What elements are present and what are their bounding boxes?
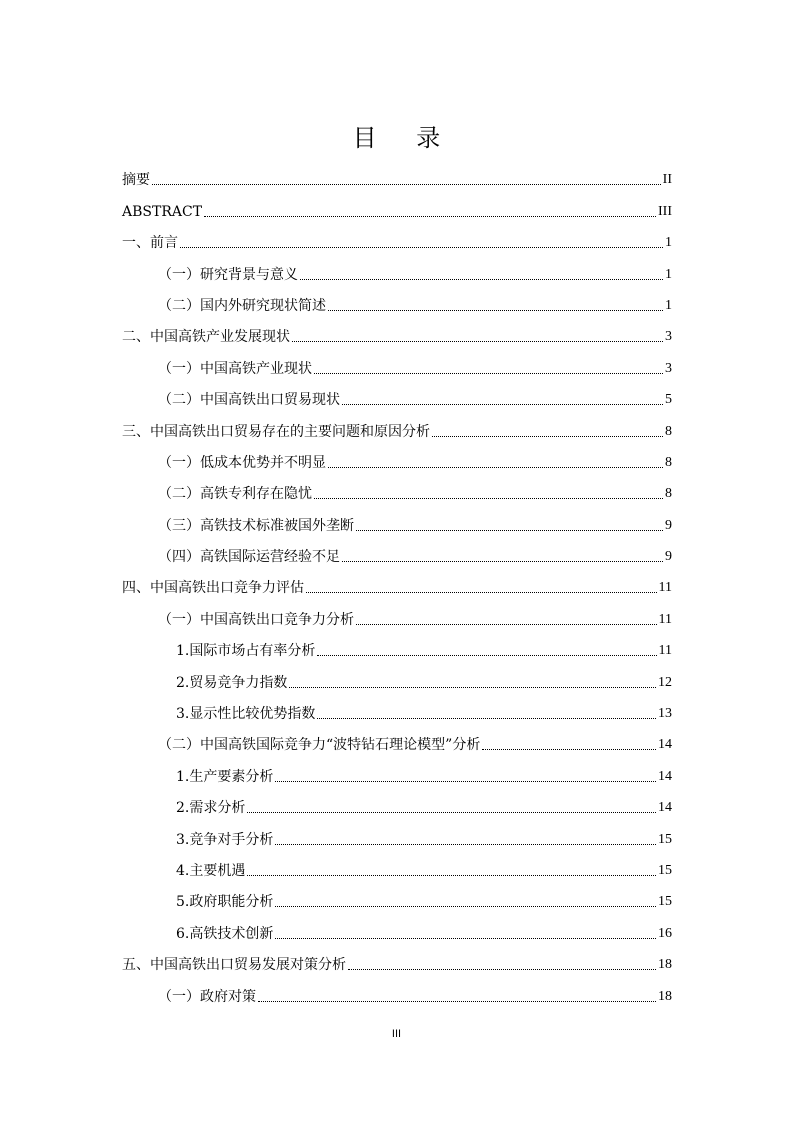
toc-entry-page: III: [658, 203, 672, 219]
toc-entry[interactable]: [122, 380, 672, 411]
toc-entry[interactable]: [122, 348, 672, 379]
dot-leader: [247, 875, 656, 876]
toc-entry-title: 一、前言: [122, 235, 178, 252]
table-of-contents: [122, 160, 672, 1008]
dot-leader: [292, 341, 663, 342]
toc-entry-page: 1: [665, 235, 672, 251]
toc-entry[interactable]: [122, 725, 672, 756]
toc-entry-page: 15: [658, 862, 672, 878]
dot-leader: [204, 216, 656, 217]
toc-entry[interactable]: [122, 443, 672, 474]
dot-leader: [342, 561, 663, 562]
dot-leader: [289, 687, 656, 688]
toc-entry-title: （二）中国高铁国际竞争力“波特钻石理论模型”分析: [158, 737, 481, 754]
dot-leader: [306, 592, 657, 593]
dot-leader: [317, 718, 656, 719]
toc-entry[interactable]: [122, 913, 672, 944]
toc-entry-page: 15: [658, 831, 672, 847]
toc-entry[interactable]: [122, 160, 672, 191]
toc-entry-page: 18: [658, 988, 672, 1004]
toc-entry[interactable]: [122, 976, 672, 1007]
dot-leader: [342, 404, 663, 405]
toc-entry-title: 三、中国高铁出口贸易存在的主要问题和原因分析: [122, 423, 430, 440]
toc-entry-page: 3: [665, 360, 672, 376]
toc-entry[interactable]: [122, 945, 672, 976]
toc-entry-page: 1: [665, 266, 672, 282]
toc-entry[interactable]: [122, 788, 672, 819]
dot-leader: [317, 655, 656, 656]
toc-entry[interactable]: [122, 411, 672, 442]
toc-entry[interactable]: [122, 286, 672, 317]
toc-entry-title: 2.需求分析: [176, 800, 246, 817]
toc-entry-page: 18: [658, 957, 672, 973]
toc-entry-page: 14: [658, 800, 672, 816]
toc-entry[interactable]: [122, 505, 672, 536]
toc-entry-title: ABSTRACT: [122, 203, 203, 220]
toc-entry-page: II: [662, 172, 672, 188]
toc-entry-page: 8: [665, 486, 672, 502]
dot-leader: [275, 781, 656, 782]
toc-entry[interactable]: [122, 882, 672, 913]
toc-entry-page: 8: [665, 454, 672, 470]
toc-entry-title: （一）中国高铁出口竞争力分析: [158, 611, 354, 628]
toc-entry-page: 12: [658, 674, 672, 690]
toc-entry-title: 4.主要机遇: [176, 862, 246, 879]
toc-entry-page: 9: [665, 517, 672, 533]
toc-entry-title: 四、中国高铁出口竞争力评估: [122, 580, 304, 597]
dot-leader: [328, 310, 663, 311]
dot-leader: [258, 1001, 656, 1002]
toc-entry-page: 11: [658, 643, 672, 659]
toc-entry-title: （四）高铁国际运营经验不足: [158, 549, 340, 566]
dot-leader: [482, 749, 656, 750]
toc-entry[interactable]: [122, 819, 672, 850]
toc-entry-page: 15: [658, 894, 672, 910]
dot-leader: [432, 436, 663, 437]
dot-leader: [247, 812, 656, 813]
toc-entry-page: 14: [658, 768, 672, 784]
toc-entry-title: 5.政府职能分析: [176, 894, 274, 911]
dot-leader: [328, 467, 663, 468]
toc-entry-page: 13: [658, 706, 672, 722]
toc-entry-page: 8: [665, 423, 672, 439]
toc-entry-title: （二）高铁专利存在隐忧: [158, 486, 312, 503]
toc-entry-title: 3.竞争对手分析: [176, 831, 274, 848]
page-number: III: [391, 1028, 402, 1040]
toc-entry[interactable]: [122, 568, 672, 599]
toc-entry[interactable]: [122, 851, 672, 882]
toc-entry-page: 9: [665, 549, 672, 565]
dot-leader: [180, 247, 663, 248]
toc-entry-title: 摘要: [122, 172, 150, 189]
toc-entry[interactable]: [122, 254, 672, 285]
dot-leader: [152, 184, 661, 185]
toc-entry-title: 3.显示性比较优势指数: [176, 706, 316, 723]
toc-entry-title: 五、中国高铁出口贸易发展对策分析: [122, 957, 346, 974]
toc-entry-title: （一）低成本优势并不明显: [158, 454, 326, 471]
toc-entry-page: 14: [658, 737, 672, 753]
toc-entry-page: 5: [665, 392, 672, 408]
page-title: 目 录: [352, 124, 457, 152]
toc-entry-page: 11: [658, 580, 672, 596]
toc-entry[interactable]: [122, 317, 672, 348]
toc-entry[interactable]: [122, 537, 672, 568]
toc-entry[interactable]: [122, 191, 672, 222]
dot-leader: [356, 530, 663, 531]
toc-entry[interactable]: [122, 631, 672, 662]
dot-leader: [314, 373, 663, 374]
dot-leader: [356, 624, 657, 625]
toc-entry-title: 二、中国高铁产业发展现状: [122, 329, 290, 346]
dot-leader: [348, 969, 656, 970]
toc-entry[interactable]: [122, 756, 672, 787]
toc-entry[interactable]: [122, 694, 672, 725]
dot-leader: [275, 938, 656, 939]
toc-entry-title: （二）中国高铁出口贸易现状: [158, 392, 340, 409]
toc-entry[interactable]: [122, 662, 672, 693]
toc-entry-page: 16: [658, 925, 672, 941]
dot-leader: [275, 906, 656, 907]
toc-entry-page: 3: [665, 329, 672, 345]
toc-entry-title: 1.生产要素分析: [176, 768, 274, 785]
dot-leader: [300, 279, 663, 280]
toc-entry[interactable]: [122, 474, 672, 505]
toc-entry[interactable]: [122, 223, 672, 254]
dot-leader: [314, 498, 663, 499]
toc-entry-title: （一）研究背景与意义: [158, 266, 298, 283]
toc-entry-title: （二）国内外研究现状简述: [158, 297, 326, 314]
toc-entry-page: 11: [658, 611, 672, 627]
toc-entry-title: （一）中国高铁产业现状: [158, 360, 312, 377]
toc-entry-page: 1: [665, 297, 672, 313]
toc-entry-title: （一）政府对策: [158, 988, 256, 1005]
toc-entry[interactable]: [122, 599, 672, 630]
toc-entry-title: 6.高铁技术创新: [176, 925, 274, 942]
toc-entry-title: 1.国际市场占有率分析: [176, 643, 316, 660]
dot-leader: [275, 844, 656, 845]
toc-entry-title: 2.贸易竞争力指数: [176, 674, 288, 691]
toc-entry-title: （三）高铁技术标准被国外垄断: [158, 517, 354, 534]
